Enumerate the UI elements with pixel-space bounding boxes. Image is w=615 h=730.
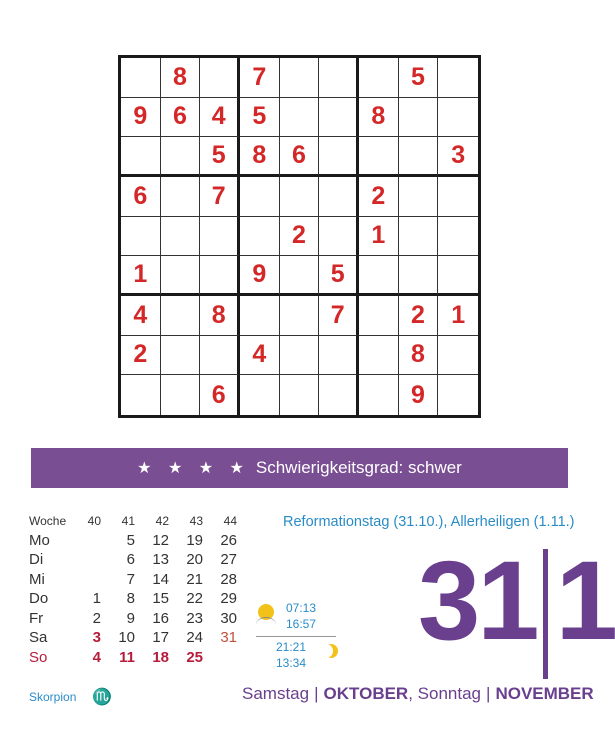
sudoku-empty-cell[interactable] (200, 256, 240, 296)
calendar-row (29, 589, 249, 609)
calendar-day: 3 (92, 629, 101, 647)
calendar-day: 12 (152, 531, 169, 549)
big-date-day2: 1 (555, 538, 615, 663)
sudoku-empty-cell[interactable] (240, 296, 280, 336)
zodiac-name: Skorpion (29, 690, 77, 704)
calendar-row (29, 609, 249, 629)
sudoku-empty-cell[interactable] (200, 336, 240, 376)
sudoku-empty-cell[interactable] (121, 375, 161, 415)
sudoku-empty-cell[interactable] (161, 177, 201, 217)
calendar-day: 16 (152, 609, 169, 627)
sudoku-given-cell: 7 (200, 177, 240, 217)
sudoku-empty-cell[interactable] (319, 375, 359, 415)
sudoku-empty-cell[interactable] (399, 256, 439, 296)
sudoku-given-cell: 1 (438, 296, 478, 336)
sunset-time: 16:57 (286, 617, 317, 631)
sudoku-empty-cell[interactable] (161, 375, 201, 415)
weekday-label: Mi (29, 570, 45, 588)
calendar-day: 26 (220, 531, 237, 549)
footer-month2: NOVEMBER (495, 684, 594, 703)
calendar-day: 28 (220, 570, 237, 588)
sudoku-given-cell: 8 (200, 296, 240, 336)
calendar-day: 22 (186, 590, 203, 608)
divider (256, 636, 336, 637)
sudoku-empty-cell[interactable] (399, 177, 439, 217)
sudoku-empty-cell[interactable] (200, 217, 240, 257)
sudoku-empty-cell[interactable] (280, 375, 320, 415)
calendar-day: 18 (152, 648, 169, 666)
calendar-day: 8 (126, 590, 135, 608)
calendar-day: 23 (186, 609, 203, 627)
sudoku-given-cell: 4 (240, 336, 280, 376)
date-footer: Samstag | OKTOBER, Sonntag | NOVEMBER (242, 684, 594, 703)
sudoku-given-cell: 6 (280, 137, 320, 177)
horizon-icon (256, 617, 276, 632)
sudoku-empty-cell[interactable] (161, 217, 201, 257)
sudoku-empty-cell[interactable] (438, 375, 478, 415)
sudoku-empty-cell[interactable] (280, 177, 320, 217)
moonset-time: 13:34 (276, 656, 307, 670)
calendar-day: 17 (152, 629, 169, 647)
weekday-label: So (29, 648, 48, 666)
sudoku-empty-cell[interactable] (280, 296, 320, 336)
calendar-day: 25 (186, 648, 203, 666)
sudoku-given-cell: 3 (438, 137, 478, 177)
sudoku-given-cell: 6 (200, 375, 240, 415)
sudoku-empty-cell[interactable] (280, 256, 320, 296)
week-number: 41 (121, 513, 135, 528)
sudoku-empty-cell[interactable] (438, 336, 478, 376)
calendar-day: 1 (92, 590, 101, 608)
sudoku-given-cell: 7 (240, 58, 280, 98)
sudoku-given-cell: 9 (121, 98, 161, 138)
sudoku-empty-cell[interactable] (438, 98, 478, 138)
calendar-day: 30 (220, 609, 237, 627)
sudoku-given-cell: 1 (121, 256, 161, 296)
footer-day2: Sonntag (417, 684, 482, 703)
zodiac-sign (29, 687, 112, 707)
sudoku-empty-cell[interactable] (319, 58, 359, 98)
footer-separator: | (486, 684, 491, 703)
calendar-day: 10 (118, 629, 135, 647)
sudoku-given-cell: 5 (240, 98, 280, 138)
sudoku-given-cell: 8 (161, 58, 201, 98)
sudoku-empty-cell[interactable] (438, 256, 478, 296)
sudoku-empty-cell[interactable] (161, 137, 201, 177)
sudoku-empty-cell[interactable] (161, 336, 201, 376)
calendar-header-row (29, 511, 249, 531)
calendar-day: 29 (220, 590, 237, 608)
weekday-label: Do (29, 590, 49, 608)
sudoku-given-cell: 2 (399, 296, 439, 336)
calendar-day: 11 (119, 648, 135, 666)
calendar-day: 27 (220, 551, 237, 569)
sudoku-given-cell: 6 (161, 98, 201, 138)
calendar-day: 7 (126, 570, 135, 588)
week-label: Woche (29, 513, 67, 528)
week-number: 40 (87, 513, 101, 528)
difficulty-stars: ★ ★ ★ ★ (137, 460, 250, 477)
weekday-label: Di (29, 551, 44, 569)
sudoku-empty-cell[interactable] (359, 336, 399, 376)
calendar-row (29, 531, 249, 551)
week-number: 42 (155, 513, 169, 528)
calendar-day: 4 (92, 648, 101, 666)
sudoku-empty-cell[interactable] (399, 98, 439, 138)
weekday-label: Sa (29, 629, 48, 647)
sudoku-given-cell: 5 (200, 137, 240, 177)
sudoku-given-cell: 4 (200, 98, 240, 138)
moonrise-time: 21:21 (276, 640, 307, 654)
sunrise-icon (256, 604, 276, 614)
footer-day1: Samstag (242, 684, 310, 703)
sudoku-given-cell: 9 (240, 256, 280, 296)
sudoku-empty-cell[interactable] (319, 217, 359, 257)
sudoku-empty-cell[interactable] (121, 58, 161, 98)
sudoku-empty-cell[interactable] (399, 217, 439, 257)
footer-separator: | (314, 684, 319, 703)
difficulty-label: Schwierigkeitsgrad: schwer (255, 458, 462, 477)
calendar-row (29, 570, 249, 590)
sudoku-empty-cell[interactable] (161, 256, 201, 296)
sudoku-given-cell: 5 (399, 58, 439, 98)
calendar-day: 13 (152, 551, 169, 569)
sudoku-given-cell: 2 (280, 217, 320, 257)
sudoku-empty-cell[interactable] (240, 217, 280, 257)
calendar-day: 24 (186, 629, 203, 647)
sudoku-given-cell: 8 (359, 98, 399, 138)
sudoku-empty-cell[interactable] (121, 137, 161, 177)
sudoku-empty-cell[interactable] (280, 58, 320, 98)
sudoku-given-cell: 1 (359, 217, 399, 257)
sudoku-empty-cell[interactable] (438, 217, 478, 257)
sudoku-given-cell: 6 (121, 177, 161, 217)
footer-month1: OKTOBER (323, 684, 409, 703)
sudoku-given-cell: 8 (240, 137, 280, 177)
sudoku-grid (118, 55, 481, 418)
week-number: 44 (223, 513, 237, 528)
big-date (418, 538, 615, 679)
big-date-day1: 31 (418, 538, 537, 663)
calendar-row (29, 648, 249, 668)
calendar-row (29, 550, 249, 570)
sudoku-empty-cell[interactable] (359, 375, 399, 415)
calendar-day: 5 (126, 531, 135, 549)
calendar-day: 31 (220, 629, 237, 647)
sudoku-empty-cell[interactable] (280, 336, 320, 376)
calendar-day: 21 (186, 570, 203, 588)
sudoku-given-cell: 8 (399, 336, 439, 376)
calendar-day: 2 (92, 609, 101, 627)
sudoku-empty-cell[interactable] (200, 58, 240, 98)
difficulty-banner (31, 448, 568, 488)
sudoku-given-cell: 5 (319, 256, 359, 296)
sudoku-empty-cell[interactable] (240, 375, 280, 415)
sudoku-given-cell: 7 (319, 296, 359, 336)
sudoku-empty-cell[interactable] (319, 137, 359, 177)
scorpio-icon: ♏ (92, 689, 113, 706)
sudoku-empty-cell[interactable] (438, 177, 478, 217)
calendar-day: 6 (126, 551, 135, 569)
weekday-label: Mo (29, 531, 50, 549)
sudoku-empty-cell[interactable] (319, 98, 359, 138)
calendar-day: 20 (186, 551, 203, 569)
big-date-separator (543, 549, 548, 679)
week-number: 43 (189, 513, 203, 528)
calendar-day: 19 (186, 531, 203, 549)
sudoku-given-cell: 4 (121, 296, 161, 336)
sudoku-given-cell: 9 (399, 375, 439, 415)
calendar-day: 9 (126, 609, 135, 627)
calendar-row (29, 628, 249, 648)
calendar-day: 14 (152, 570, 169, 588)
sudoku-empty-cell[interactable] (438, 58, 478, 98)
sudoku-empty-cell[interactable] (319, 336, 359, 376)
sudoku-empty-cell[interactable] (280, 98, 320, 138)
sudoku-given-cell: 2 (121, 336, 161, 376)
sudoku-empty-cell[interactable] (121, 217, 161, 257)
sudoku-empty-cell[interactable] (359, 296, 399, 336)
moon-icon (324, 644, 338, 658)
sudoku-empty-cell[interactable] (161, 296, 201, 336)
sudoku-empty-cell[interactable] (359, 256, 399, 296)
sudoku-empty-cell[interactable] (359, 137, 399, 177)
calendar-day: 15 (152, 590, 169, 608)
sudoku-given-cell: 2 (359, 177, 399, 217)
weekday-label: Fr (29, 609, 44, 627)
mini-calendar (29, 511, 249, 667)
sunrise-time: 07:13 (286, 601, 317, 615)
sudoku-empty-cell[interactable] (240, 177, 280, 217)
sudoku-empty-cell[interactable] (319, 177, 359, 217)
sudoku-empty-cell[interactable] (359, 58, 399, 98)
holiday-text: Reformationstag (31.10.), Allerheiligen (1.11.) (283, 514, 575, 530)
sudoku-empty-cell[interactable] (399, 137, 439, 177)
